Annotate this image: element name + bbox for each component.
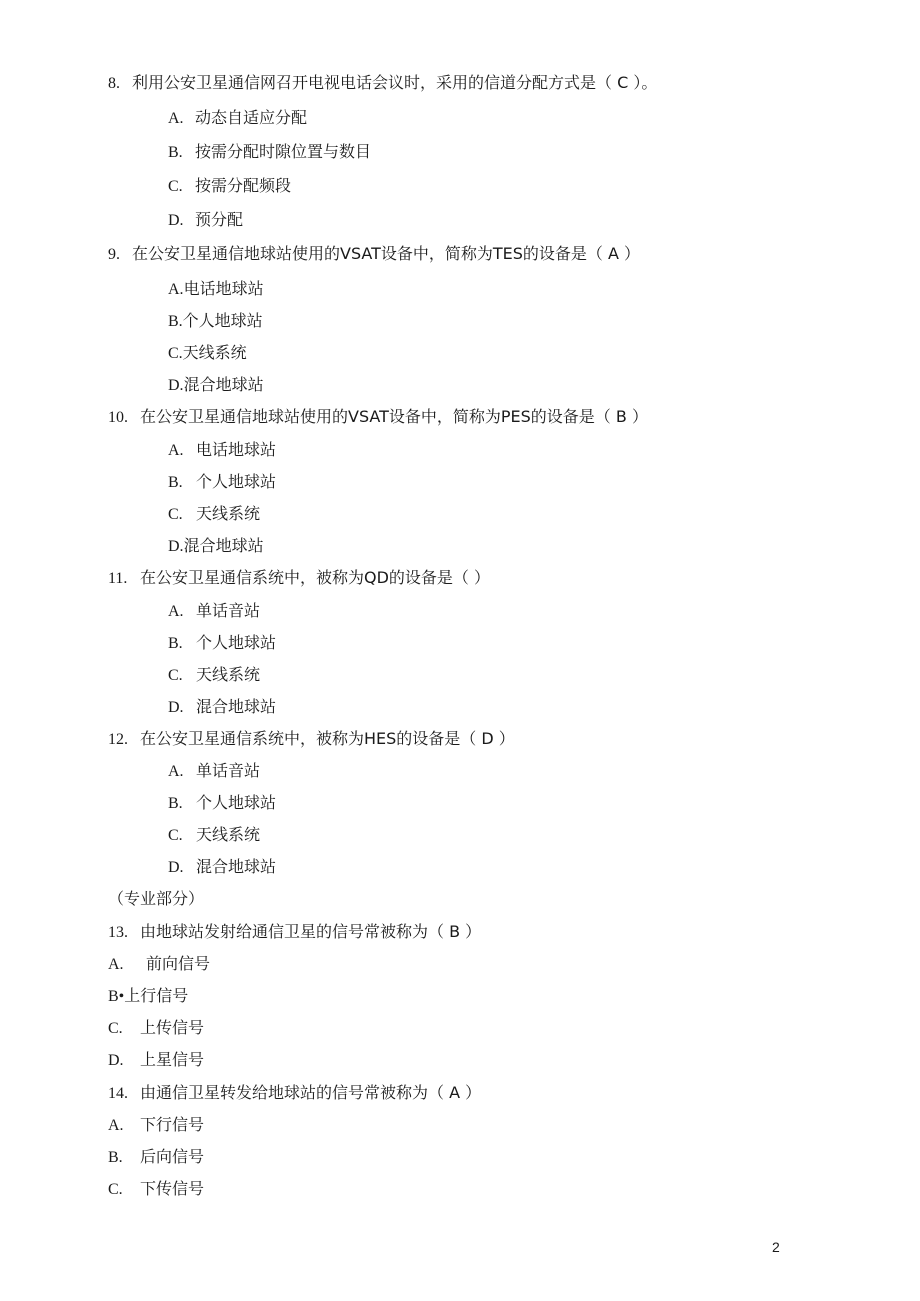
option-13b: B•上行信号: [108, 986, 189, 1005]
option-13d: D. 上星信号: [108, 1050, 205, 1069]
option-8b: B. 按需分配时隙位置与数目: [168, 142, 372, 161]
option-14c: C. 下传信号: [108, 1179, 205, 1198]
option-12b: B. 个人地球站: [168, 793, 277, 812]
option-14a: A. 下行信号: [108, 1115, 205, 1134]
option-12c: C. 天线系统: [168, 825, 261, 844]
question-14: 14. 由通信卫星转发给地球站的信号常被称为（ A ）: [108, 1083, 482, 1102]
option-9b: B.个人地球站: [168, 311, 263, 330]
option-8a: A. 动态自适应分配: [168, 108, 308, 127]
option-12a: A. 单话音站: [168, 761, 261, 780]
question-10: 10. 在公安卫星通信地球站使用的VSAT设备中，简称为PES的设备是（ B ）: [108, 407, 648, 426]
question-9: 9. 在公安卫星通信地球站使用的VSAT设备中，简称为TES的设备是（ A ）: [108, 244, 641, 263]
option-9a: A.电话地球站: [168, 279, 264, 298]
option-13a: A. 前向信号: [108, 954, 211, 973]
option-11c: C. 天线系统: [168, 665, 261, 684]
section-heading: （专业部分）: [108, 889, 205, 908]
question-11: 11. 在公安卫星通信系统中，被称为QD的设备是（ ）: [108, 568, 491, 587]
question-8: 8. 利用公安卫星通信网召开电视电话会议时，采用的信道分配方式是（ C ）。: [108, 73, 658, 92]
option-11d: D. 混合地球站: [168, 697, 277, 716]
option-10b: B. 个人地球站: [168, 472, 277, 491]
option-13c: C. 上传信号: [108, 1018, 205, 1037]
page-number: 2: [772, 1239, 780, 1255]
option-9c: C.天线系统: [168, 343, 247, 362]
question-12: 12. 在公安卫星通信系统中，被称为HES的设备是（ D ）: [108, 729, 515, 748]
option-9d: D.混合地球站: [168, 375, 264, 394]
option-10a: A. 电话地球站: [168, 440, 277, 459]
option-12d: D. 混合地球站: [168, 857, 277, 876]
option-14b: B. 后向信号: [108, 1147, 205, 1166]
question-13: 13. 由地球站发射给通信卫星的信号常被称为（ B ）: [108, 922, 482, 941]
option-8c: C. 按需分配频段: [168, 176, 292, 195]
option-10c: C. 天线系统: [168, 504, 261, 523]
option-11b: B. 个人地球站: [168, 633, 277, 652]
option-10d: D.混合地球站: [168, 536, 264, 555]
option-8d: D. 预分配: [168, 210, 244, 229]
option-11a: A. 单话音站: [168, 601, 261, 620]
